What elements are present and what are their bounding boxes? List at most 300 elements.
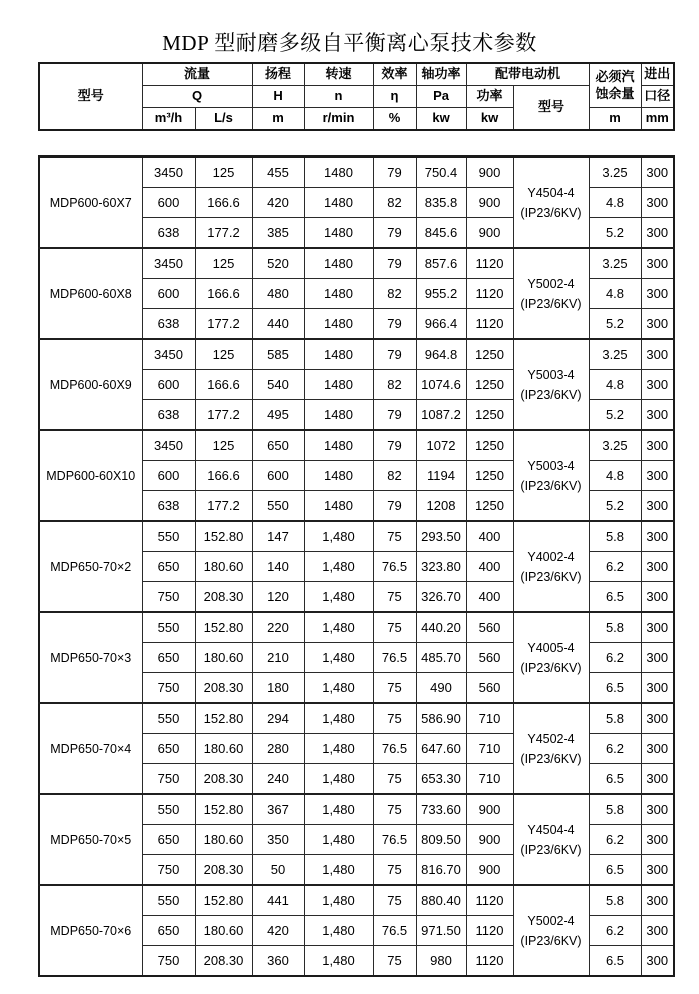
shaft-power-cell: 809.50 (416, 825, 466, 855)
pump-model-cell: MDP600-60X7 (39, 157, 142, 249)
header-unit-percent: % (373, 108, 416, 131)
flow-ls-cell: 180.60 (195, 643, 252, 673)
shaft-power-cell: 586.90 (416, 703, 466, 734)
motor-model-cell (513, 794, 589, 885)
motor-model-line: (IP23/6KV) (520, 296, 582, 311)
head-cell: 480 (252, 279, 304, 309)
shaft-power-cell: 816.70 (416, 855, 466, 886)
pump-model-cell: MDP650-70×2 (39, 521, 142, 612)
header-motor-model: 型号 (513, 86, 589, 131)
header-efficiency: 效率 (373, 63, 416, 86)
motor-power-cell: 900 (466, 188, 513, 218)
motor-power-cell: 1250 (466, 370, 513, 400)
motor-model-line: Y5003-4 (527, 458, 575, 473)
speed-cell: 1,480 (304, 794, 373, 825)
speed-cell: 1480 (304, 309, 373, 340)
head-cell: 650 (252, 430, 304, 461)
shaft-power-cell: 857.6 (416, 248, 466, 279)
flow-ls-cell: 152.80 (195, 794, 252, 825)
shaft-power-cell: 845.6 (416, 218, 466, 249)
head-cell: 440 (252, 309, 304, 340)
flow-ls-cell: 208.30 (195, 946, 252, 977)
npsh-cell: 3.25 (589, 248, 641, 279)
shaft-power-cell: 1072 (416, 430, 466, 461)
flow-m3h-cell: 750 (142, 673, 195, 704)
npsh-cell: 4.8 (589, 461, 641, 491)
port-diameter-cell: 300 (641, 764, 674, 795)
port-diameter-cell: 300 (641, 218, 674, 249)
motor-model-cell (513, 339, 589, 430)
flow-ls-cell: 166.6 (195, 188, 252, 218)
efficiency-cell: 82 (373, 461, 416, 491)
speed-cell: 1480 (304, 279, 373, 309)
head-cell: 420 (252, 916, 304, 946)
npsh-cell: 5.2 (589, 400, 641, 431)
head-cell: 280 (252, 734, 304, 764)
flow-ls-cell: 125 (195, 157, 252, 188)
pump-model-cell: MDP600-60X10 (39, 430, 142, 521)
motor-power-cell: 710 (466, 703, 513, 734)
speed-cell: 1480 (304, 491, 373, 522)
efficiency-cell: 79 (373, 430, 416, 461)
shaft-power-cell: 835.8 (416, 188, 466, 218)
shaft-power-cell: 964.8 (416, 339, 466, 370)
efficiency-cell: 79 (373, 157, 416, 188)
head-cell: 585 (252, 339, 304, 370)
header-unit-port-mm: mm (641, 108, 674, 131)
head-cell: 240 (252, 764, 304, 795)
efficiency-cell: 75 (373, 673, 416, 704)
flow-m3h-cell: 3450 (142, 157, 195, 188)
technical-data-table (38, 155, 675, 977)
pump-model-cell: MDP650-70×5 (39, 794, 142, 885)
shaft-power-cell: 293.50 (416, 521, 466, 552)
npsh-cell: 6.5 (589, 582, 641, 613)
port-diameter-cell: 300 (641, 885, 674, 916)
pump-group (39, 612, 674, 703)
shaft-power-cell: 1208 (416, 491, 466, 522)
efficiency-cell: 76.5 (373, 734, 416, 764)
npsh-cell: 5.8 (589, 521, 641, 552)
motor-model-line: (IP23/6KV) (520, 660, 582, 675)
header-head: 扬程 (252, 63, 304, 86)
shaft-power-cell: 980 (416, 946, 466, 977)
shaft-power-cell: 653.30 (416, 764, 466, 795)
head-cell: 180 (252, 673, 304, 704)
pump-model-cell: MDP650-70×6 (39, 885, 142, 976)
port-diameter-cell: 300 (641, 400, 674, 431)
motor-power-cell: 1120 (466, 279, 513, 309)
flow-m3h-cell: 750 (142, 946, 195, 977)
table-row (39, 248, 674, 279)
npsh-cell: 4.8 (589, 188, 641, 218)
flow-m3h-cell: 750 (142, 855, 195, 886)
port-diameter-cell: 300 (641, 430, 674, 461)
shaft-power-cell: 490 (416, 673, 466, 704)
flow-ls-cell: 177.2 (195, 400, 252, 431)
pump-group (39, 430, 674, 521)
npsh-cell: 5.2 (589, 218, 641, 249)
pump-group (39, 157, 674, 249)
header-speed: 转速 (304, 63, 373, 86)
motor-model-cell (513, 157, 589, 249)
shaft-power-cell: 1087.2 (416, 400, 466, 431)
head-cell: 550 (252, 491, 304, 522)
flow-m3h-cell: 550 (142, 521, 195, 552)
flow-m3h-cell: 600 (142, 461, 195, 491)
efficiency-cell: 75 (373, 764, 416, 795)
port-diameter-cell: 300 (641, 916, 674, 946)
motor-model-cell (513, 703, 589, 794)
motor-power-cell: 1120 (466, 916, 513, 946)
npsh-cell: 3.25 (589, 157, 641, 188)
table-row (39, 521, 674, 552)
flow-ls-cell: 180.60 (195, 734, 252, 764)
npsh-cell: 3.25 (589, 339, 641, 370)
header-pa-symbol: Pa (416, 86, 466, 108)
table-row (39, 612, 674, 643)
flow-ls-cell: 180.60 (195, 552, 252, 582)
speed-cell: 1480 (304, 461, 373, 491)
efficiency-cell: 79 (373, 339, 416, 370)
motor-power-cell: 900 (466, 794, 513, 825)
header-port-line1: 进出 (641, 63, 674, 86)
motor-model-cell (513, 430, 589, 521)
port-diameter-cell: 300 (641, 188, 674, 218)
pump-group (39, 248, 674, 339)
shaft-power-cell: 323.80 (416, 552, 466, 582)
header-q-symbol: Q (142, 86, 252, 108)
npsh-cell: 6.2 (589, 825, 641, 855)
port-diameter-cell: 300 (641, 825, 674, 855)
shaft-power-cell: 326.70 (416, 582, 466, 613)
port-diameter-cell: 300 (641, 612, 674, 643)
port-diameter-cell: 300 (641, 703, 674, 734)
port-diameter-cell: 300 (641, 946, 674, 977)
motor-model-line: Y5002-4 (527, 276, 575, 291)
header-flow: 流量 (142, 63, 252, 86)
pump-group (39, 885, 674, 976)
efficiency-cell: 75 (373, 794, 416, 825)
flow-ls-cell: 166.6 (195, 279, 252, 309)
port-diameter-cell: 300 (641, 491, 674, 522)
npsh-cell: 6.5 (589, 673, 641, 704)
npsh-cell: 3.25 (589, 430, 641, 461)
shaft-power-cell: 733.60 (416, 794, 466, 825)
motor-model-cell (513, 248, 589, 339)
page-title: MDP 型耐磨多级自平衡离心泵技术参数 (162, 31, 537, 55)
flow-m3h-cell: 650 (142, 552, 195, 582)
head-cell: 420 (252, 188, 304, 218)
shaft-power-cell: 1074.6 (416, 370, 466, 400)
motor-model-line: (IP23/6KV) (520, 205, 582, 220)
flow-ls-cell: 152.80 (195, 885, 252, 916)
flow-ls-cell: 208.30 (195, 855, 252, 886)
speed-cell: 1,480 (304, 946, 373, 977)
efficiency-cell: 76.5 (373, 552, 416, 582)
speed-cell: 1,480 (304, 764, 373, 795)
speed-cell: 1,480 (304, 582, 373, 613)
flow-m3h-cell: 600 (142, 370, 195, 400)
flow-m3h-cell: 600 (142, 279, 195, 309)
motor-power-cell: 900 (466, 218, 513, 249)
port-diameter-cell: 300 (641, 339, 674, 370)
motor-model-cell (513, 612, 589, 703)
efficiency-cell: 75 (373, 855, 416, 886)
header-pump-model: 型号 (39, 63, 142, 130)
efficiency-cell: 79 (373, 248, 416, 279)
motor-power-cell: 400 (466, 521, 513, 552)
header-motor-power: 功率 (466, 86, 513, 108)
motor-power-cell: 1250 (466, 461, 513, 491)
npsh-cell: 6.5 (589, 855, 641, 886)
flow-m3h-cell: 638 (142, 400, 195, 431)
header-npsh (589, 63, 641, 108)
speed-cell: 1,480 (304, 643, 373, 673)
flow-ls-cell: 152.80 (195, 521, 252, 552)
flow-ls-cell: 208.30 (195, 582, 252, 613)
motor-model-line: (IP23/6KV) (520, 478, 582, 493)
efficiency-cell: 75 (373, 582, 416, 613)
header-shaft-power: 轴功率 (416, 63, 466, 86)
head-cell: 220 (252, 612, 304, 643)
motor-model-line: (IP23/6KV) (520, 842, 582, 857)
motor-model-cell (513, 521, 589, 612)
header-unit-shaft-kw: kw (416, 108, 466, 131)
npsh-cell: 6.5 (589, 946, 641, 977)
flow-m3h-cell: 550 (142, 794, 195, 825)
header-npsh-line1: 必须汽 (595, 68, 635, 84)
motor-power-cell: 560 (466, 643, 513, 673)
head-cell: 600 (252, 461, 304, 491)
header-h-symbol: H (252, 86, 304, 108)
header-unit-ls: L/s (195, 108, 252, 131)
flow-m3h-cell: 3450 (142, 430, 195, 461)
head-cell: 540 (252, 370, 304, 400)
npsh-cell: 5.8 (589, 794, 641, 825)
efficiency-cell: 76.5 (373, 643, 416, 673)
efficiency-cell: 82 (373, 188, 416, 218)
npsh-cell: 5.8 (589, 885, 641, 916)
table-row (39, 339, 674, 370)
npsh-cell: 4.8 (589, 370, 641, 400)
speed-cell: 1,480 (304, 916, 373, 946)
motor-model-line: Y4502-4 (527, 731, 575, 746)
port-diameter-cell: 300 (641, 582, 674, 613)
port-diameter-cell: 300 (641, 370, 674, 400)
flow-ls-cell: 208.30 (195, 764, 252, 795)
pump-model-cell: MDP650-70×3 (39, 612, 142, 703)
pump-group (39, 703, 674, 794)
efficiency-cell: 75 (373, 521, 416, 552)
header-unit-rmin: r/min (304, 108, 373, 131)
head-cell: 495 (252, 400, 304, 431)
flow-ls-cell: 177.2 (195, 218, 252, 249)
header-unit-head-m: m (252, 108, 304, 131)
flow-ls-cell: 180.60 (195, 916, 252, 946)
shaft-power-cell: 1194 (416, 461, 466, 491)
port-diameter-cell: 300 (641, 521, 674, 552)
flow-m3h-cell: 650 (142, 916, 195, 946)
shaft-power-cell: 966.4 (416, 309, 466, 340)
efficiency-cell: 75 (373, 612, 416, 643)
npsh-cell: 5.8 (589, 703, 641, 734)
speed-cell: 1,480 (304, 703, 373, 734)
table-row (39, 885, 674, 916)
speed-cell: 1480 (304, 339, 373, 370)
motor-model-line: Y4005-4 (527, 640, 575, 655)
speed-cell: 1480 (304, 430, 373, 461)
efficiency-cell: 79 (373, 309, 416, 340)
pump-model-cell: MDP600-60X9 (39, 339, 142, 430)
efficiency-cell: 82 (373, 370, 416, 400)
shaft-power-cell: 971.50 (416, 916, 466, 946)
head-cell: 140 (252, 552, 304, 582)
shaft-power-cell: 440.20 (416, 612, 466, 643)
flow-ls-cell: 166.6 (195, 370, 252, 400)
table-row (39, 430, 674, 461)
motor-power-cell: 900 (466, 157, 513, 188)
head-cell: 455 (252, 157, 304, 188)
motor-power-cell: 1120 (466, 248, 513, 279)
motor-power-cell: 400 (466, 552, 513, 582)
motor-model-line: (IP23/6KV) (520, 569, 582, 584)
motor-model-line: Y5002-4 (527, 913, 575, 928)
motor-model-line: (IP23/6KV) (520, 933, 582, 948)
efficiency-cell: 75 (373, 885, 416, 916)
flow-m3h-cell: 600 (142, 188, 195, 218)
motor-power-cell: 900 (466, 825, 513, 855)
flow-ls-cell: 177.2 (195, 491, 252, 522)
flow-m3h-cell: 650 (142, 643, 195, 673)
header-unit-m3h: m³/h (142, 108, 195, 131)
port-diameter-cell: 300 (641, 794, 674, 825)
motor-power-cell: 400 (466, 582, 513, 613)
header-eta-symbol: η (373, 86, 416, 108)
speed-cell: 1,480 (304, 552, 373, 582)
npsh-cell: 4.8 (589, 279, 641, 309)
head-cell: 147 (252, 521, 304, 552)
motor-model-cell (513, 885, 589, 976)
flow-m3h-cell: 550 (142, 703, 195, 734)
speed-cell: 1480 (304, 248, 373, 279)
port-diameter-cell: 300 (641, 157, 674, 188)
motor-power-cell: 900 (466, 855, 513, 886)
motor-power-cell: 560 (466, 673, 513, 704)
motor-model-line: Y4504-4 (527, 185, 575, 200)
pump-model-cell: MDP600-60X8 (39, 248, 142, 339)
efficiency-cell: 75 (373, 703, 416, 734)
motor-power-cell: 1250 (466, 430, 513, 461)
head-cell: 50 (252, 855, 304, 886)
speed-cell: 1480 (304, 218, 373, 249)
efficiency-cell: 79 (373, 218, 416, 249)
head-cell: 360 (252, 946, 304, 977)
head-cell: 441 (252, 885, 304, 916)
head-cell: 350 (252, 825, 304, 855)
motor-power-cell: 1120 (466, 946, 513, 977)
table-row (39, 157, 674, 188)
header-port-line2: 口径 (641, 86, 674, 108)
head-cell: 120 (252, 582, 304, 613)
motor-model-line: Y4002-4 (527, 549, 575, 564)
flow-ls-cell: 152.80 (195, 612, 252, 643)
port-diameter-cell: 300 (641, 279, 674, 309)
flow-m3h-cell: 550 (142, 885, 195, 916)
shaft-power-cell: 647.60 (416, 734, 466, 764)
head-cell: 520 (252, 248, 304, 279)
motor-model-line: (IP23/6KV) (520, 751, 582, 766)
npsh-cell: 6.2 (589, 643, 641, 673)
motor-power-cell: 560 (466, 612, 513, 643)
parameter-header-table (38, 62, 675, 131)
header-unit-npsh-m: m (589, 108, 641, 131)
speed-cell: 1,480 (304, 673, 373, 704)
speed-cell: 1480 (304, 400, 373, 431)
shaft-power-cell: 880.40 (416, 885, 466, 916)
flow-m3h-cell: 638 (142, 491, 195, 522)
head-cell: 385 (252, 218, 304, 249)
port-diameter-cell: 300 (641, 643, 674, 673)
motor-power-cell: 1250 (466, 400, 513, 431)
npsh-cell: 5.2 (589, 309, 641, 340)
flow-ls-cell: 125 (195, 339, 252, 370)
motor-power-cell: 1250 (466, 339, 513, 370)
flow-ls-cell: 125 (195, 430, 252, 461)
speed-cell: 1,480 (304, 885, 373, 916)
efficiency-cell: 82 (373, 279, 416, 309)
motor-power-cell: 1250 (466, 491, 513, 522)
head-cell: 294 (252, 703, 304, 734)
flow-ls-cell: 180.60 (195, 825, 252, 855)
speed-cell: 1,480 (304, 612, 373, 643)
motor-model-line: Y5003-4 (527, 367, 575, 382)
header-unit-motor-kw: kw (466, 108, 513, 131)
efficiency-cell: 79 (373, 400, 416, 431)
flow-m3h-cell: 750 (142, 582, 195, 613)
speed-cell: 1,480 (304, 734, 373, 764)
npsh-cell: 6.2 (589, 916, 641, 946)
port-diameter-cell: 300 (641, 673, 674, 704)
header-n-symbol: n (304, 86, 373, 108)
pump-model-cell: MDP650-70×4 (39, 703, 142, 794)
port-diameter-cell: 300 (641, 248, 674, 279)
motor-power-cell: 1120 (466, 309, 513, 340)
flow-ls-cell: 208.30 (195, 673, 252, 704)
head-cell: 367 (252, 794, 304, 825)
motor-model-line: (IP23/6KV) (520, 387, 582, 402)
flow-ls-cell: 177.2 (195, 309, 252, 340)
flow-m3h-cell: 750 (142, 764, 195, 795)
speed-cell: 1480 (304, 157, 373, 188)
speed-cell: 1,480 (304, 825, 373, 855)
head-cell: 210 (252, 643, 304, 673)
efficiency-cell: 75 (373, 946, 416, 977)
port-diameter-cell: 300 (641, 855, 674, 886)
efficiency-cell: 76.5 (373, 916, 416, 946)
flow-m3h-cell: 3450 (142, 339, 195, 370)
speed-cell: 1480 (304, 188, 373, 218)
npsh-cell: 6.2 (589, 734, 641, 764)
table-row (39, 703, 674, 734)
port-diameter-cell: 300 (641, 552, 674, 582)
speed-cell: 1,480 (304, 855, 373, 886)
motor-power-cell: 710 (466, 734, 513, 764)
shaft-power-cell: 955.2 (416, 279, 466, 309)
shaft-power-cell: 750.4 (416, 157, 466, 188)
motor-power-cell: 710 (466, 764, 513, 795)
flow-m3h-cell: 638 (142, 218, 195, 249)
